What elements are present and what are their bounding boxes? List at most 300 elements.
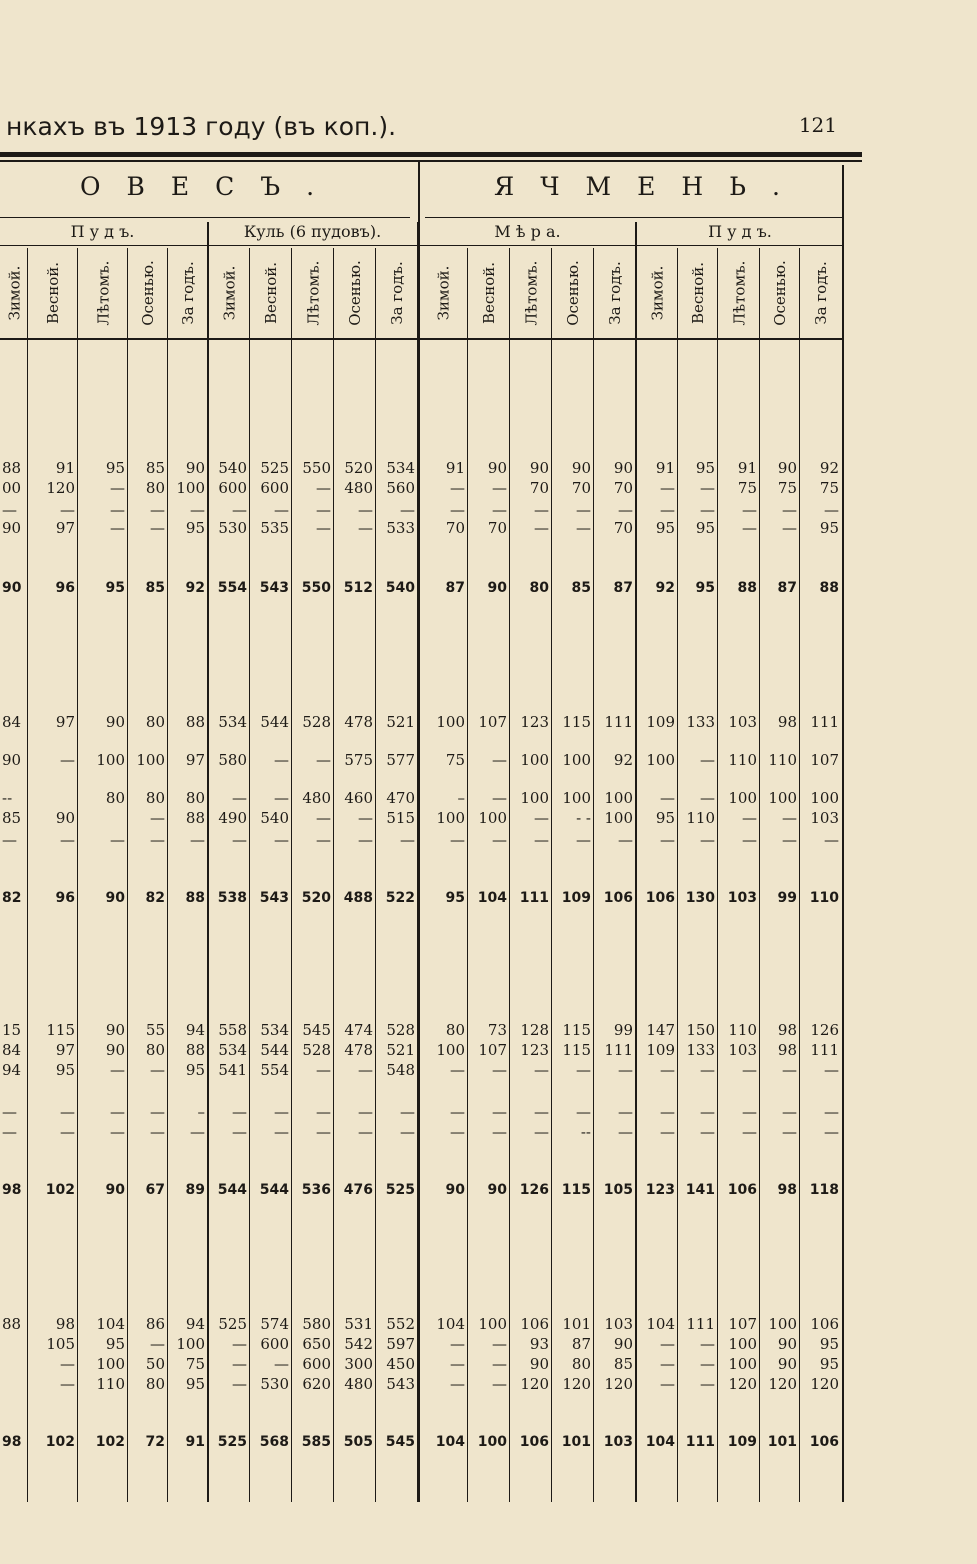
table-cell: 100	[768, 1315, 797, 1333]
table-cell: 90	[55, 809, 75, 827]
table-cell: —	[110, 831, 125, 849]
table-cell: 90	[571, 459, 591, 477]
table-cell: 558	[218, 1021, 247, 1039]
table-cell: 95	[105, 580, 125, 596]
table-cell: 107	[810, 751, 839, 769]
table-cell: —	[700, 1335, 715, 1353]
table-cell: —	[576, 1103, 591, 1121]
table-cell: —	[534, 1061, 549, 1079]
table-cell: —	[700, 501, 715, 519]
table-cell: —	[60, 1123, 75, 1141]
table-cell: —	[450, 831, 465, 849]
table-cell: 100	[520, 751, 549, 769]
table-row	[0, 1020, 845, 1040]
table-cell: —	[358, 1061, 373, 1079]
table-cell: 521	[386, 713, 415, 731]
table-cell: —	[274, 1355, 289, 1373]
table-cell: 100	[136, 751, 165, 769]
table-cell: - -	[576, 809, 591, 827]
table-cell: 528	[302, 713, 331, 731]
table-cell: 543	[386, 1375, 415, 1393]
table-cell: 80	[145, 713, 165, 731]
table-cell: 300	[344, 1355, 373, 1373]
table-cell: —	[782, 1103, 797, 1121]
table-row	[0, 500, 845, 520]
table-cell: —	[60, 831, 75, 849]
table-cell: 106	[520, 1315, 549, 1333]
table-cell: 120	[562, 1375, 591, 1393]
column-header	[292, 252, 334, 334]
table-row	[0, 808, 845, 828]
table-cell: —	[742, 1061, 757, 1079]
table-summary-row	[0, 888, 845, 908]
table-cell: —	[824, 1061, 839, 1079]
column-header	[510, 252, 552, 334]
table-cell: —	[618, 501, 633, 519]
table-cell: —	[576, 501, 591, 519]
column-header-label: За годъ.	[179, 261, 197, 325]
column-header-label: За годъ.	[388, 261, 406, 325]
table-cell: 85	[613, 1355, 633, 1373]
table-cell: 101	[561, 1434, 591, 1450]
table-cell: —	[700, 1375, 715, 1393]
table-cell: —	[618, 1061, 633, 1079]
table-cell: —	[492, 751, 507, 769]
table-cell: 130	[685, 890, 715, 906]
table-cell: —	[316, 1061, 331, 1079]
subgroup-barley-mera: М ѣ р а.	[494, 222, 561, 241]
column-header-label: Зимой.	[5, 265, 23, 321]
table-cell: 540	[218, 459, 247, 477]
table-cell: 480	[302, 789, 331, 807]
table-cell: 90	[105, 1021, 125, 1039]
table-row	[0, 1334, 845, 1354]
table-cell: 101	[767, 1434, 797, 1450]
table-cell: 100	[562, 751, 591, 769]
column-header-label: Весной.	[44, 261, 63, 325]
table-cell: —	[400, 831, 415, 849]
table-cell: 98	[777, 1041, 797, 1059]
table-row	[0, 712, 845, 732]
table-cell: 93	[529, 1335, 549, 1353]
table-cell: —	[742, 831, 757, 849]
table-cell: —	[400, 1103, 415, 1121]
table-cell: 530	[260, 1375, 289, 1393]
table-cell: 544	[260, 713, 289, 731]
table-cell: 538	[217, 890, 247, 906]
table-cell: 95	[105, 459, 125, 477]
table-cell: —	[492, 1123, 507, 1141]
table-cell: 106	[519, 1434, 549, 1450]
table-cell: --	[2, 789, 13, 807]
table-cell: 95	[185, 519, 205, 537]
table-cell: 474	[344, 1021, 373, 1039]
table-cell: —	[824, 831, 839, 849]
table-cell: --	[580, 1123, 591, 1141]
table-cell: 568	[259, 1434, 289, 1450]
table-cell: 95	[105, 1335, 125, 1353]
table-cell: 97	[55, 1041, 75, 1059]
column-header	[168, 252, 208, 334]
table-cell: —	[660, 501, 675, 519]
table-cell: 133	[686, 713, 715, 731]
table-cell: 120	[810, 1375, 839, 1393]
table-cell: —	[358, 501, 373, 519]
table-cell: 90	[613, 459, 633, 477]
table-cell: —	[700, 789, 715, 807]
column-header-label: Лѣтомъ.	[730, 260, 748, 326]
table-cell: 544	[260, 1041, 289, 1059]
table-cell: 97	[55, 713, 75, 731]
table-cell: 100	[478, 1315, 507, 1333]
table-cell: 80	[529, 580, 549, 596]
table-cell: 100	[604, 789, 633, 807]
table-cell: 90	[487, 1182, 507, 1198]
table-cell: —	[450, 1375, 465, 1393]
table-cell: 103	[604, 1315, 633, 1333]
table-cell: 80	[445, 1021, 465, 1039]
table-cell: 102	[45, 1182, 75, 1198]
table-cell: 111	[810, 1041, 839, 1059]
table-cell: 100	[436, 713, 465, 731]
table-cell: 97	[55, 519, 75, 537]
table-cell: 147	[646, 1021, 675, 1039]
table-cell: 128	[520, 1021, 549, 1039]
table-cell: 480	[344, 1375, 373, 1393]
table-cell: —	[232, 789, 247, 807]
table-cell: 542	[344, 1335, 373, 1353]
table-cell: 104	[435, 1434, 465, 1450]
table-cell: 545	[302, 1021, 331, 1039]
table-cell: —	[316, 1103, 331, 1121]
column-header-label: Весной.	[262, 261, 281, 325]
subgroup-oats-pud: П у д ъ.	[70, 222, 135, 241]
table-cell: 102	[45, 1434, 75, 1450]
table-cell: 512	[343, 580, 373, 596]
table-cell: 575	[344, 751, 373, 769]
table-cell: 80	[145, 479, 165, 497]
table-cell: —	[232, 1375, 247, 1393]
table-cell: 488	[343, 890, 373, 906]
table-cell: —	[742, 519, 757, 537]
table-cell: —	[274, 789, 289, 807]
table-cell: —	[358, 831, 373, 849]
table-cell: 90	[777, 1355, 797, 1373]
table-cell: 470	[386, 789, 415, 807]
column-header-label: Лѣтомъ.	[522, 260, 540, 326]
table-cell: —	[660, 789, 675, 807]
table-cell: 15	[2, 1021, 22, 1039]
table-cell: 95	[445, 890, 465, 906]
table-cell: —	[190, 1123, 205, 1141]
table-cell: 96	[55, 890, 75, 906]
table-cell: –	[457, 789, 465, 807]
table-cell: 548	[386, 1061, 415, 1079]
table-cell: 98	[2, 1182, 22, 1198]
column-header	[678, 252, 718, 334]
table-cell: —	[660, 831, 675, 849]
table-cell: —	[60, 1355, 75, 1373]
table-cell: 126	[519, 1182, 549, 1198]
table-cell: 90	[2, 519, 22, 537]
table-cell: 543	[259, 580, 289, 596]
column-header	[0, 252, 28, 334]
table-cell: —	[450, 479, 465, 497]
table-cell: 90	[529, 1355, 549, 1373]
table-cell: 70	[571, 479, 591, 497]
table-cell: 104	[645, 1434, 675, 1450]
table-cell: 525	[385, 1182, 415, 1198]
table-cell: 478	[344, 713, 373, 731]
column-header	[28, 252, 78, 334]
table-cell: 534	[386, 459, 415, 477]
table-cell: 91	[655, 459, 675, 477]
table-cell: 88	[185, 809, 205, 827]
column-header	[468, 252, 510, 334]
table-cell: 103	[728, 1041, 757, 1059]
table-cell: 103	[728, 713, 757, 731]
table-cell: 105	[603, 1182, 633, 1198]
table-cell: 100	[604, 809, 633, 827]
table-cell: —	[782, 1061, 797, 1079]
table-cell: 100	[728, 1355, 757, 1373]
table-row	[0, 1102, 845, 1122]
table-cell: 620	[302, 1375, 331, 1393]
table-cell: 554	[217, 580, 247, 596]
table-cell: —	[618, 1103, 633, 1121]
table-cell: —	[660, 1123, 675, 1141]
column-separator	[417, 222, 419, 1502]
column-separator	[635, 222, 637, 1502]
table-cell: 87	[571, 1335, 591, 1353]
table-cell: 100	[562, 789, 591, 807]
table-cell: 543	[259, 890, 289, 906]
table-cell: 75	[777, 479, 797, 497]
table-cell: 104	[96, 1315, 125, 1333]
table-cell: 95	[819, 519, 839, 537]
table-cell: 107	[478, 713, 507, 731]
table-cell: 115	[561, 1182, 591, 1198]
table-cell: 85	[145, 580, 165, 596]
table-cell: —	[742, 501, 757, 519]
table-cell: 95	[695, 580, 715, 596]
table-row	[0, 750, 845, 770]
table-cell: —	[660, 1061, 675, 1079]
table-cell: —	[150, 519, 165, 537]
page-header: нкахъ въ 1913 году (въ коп.).	[6, 112, 397, 141]
table-row	[0, 1314, 845, 1334]
table-cell: 544	[217, 1182, 247, 1198]
column-header-label: За годъ.	[812, 261, 830, 325]
table-cell: 87	[445, 580, 465, 596]
table-cell: 73	[487, 1021, 507, 1039]
table-cell: 92	[613, 751, 633, 769]
table-cell: 88	[819, 580, 839, 596]
table-cell: 111	[604, 1041, 633, 1059]
column-header-label: Осенью.	[564, 260, 583, 326]
table-cell: —	[700, 1061, 715, 1079]
table-cell: 115	[46, 1021, 75, 1039]
table-cell: 75	[819, 479, 839, 497]
table-cell: 95	[655, 809, 675, 827]
table-cell: 597	[386, 1335, 415, 1353]
table-cell: 100	[810, 789, 839, 807]
table-cell: 103	[727, 890, 757, 906]
table-cell: 91	[185, 1434, 205, 1450]
table-cell: 95	[655, 519, 675, 537]
table-cell: 534	[218, 713, 247, 731]
table-cell: 88	[2, 459, 22, 477]
table-cell: 90	[105, 1182, 125, 1198]
table-cell: 100	[176, 479, 205, 497]
table-cell: 120	[728, 1375, 757, 1393]
table-cell: —	[534, 1123, 549, 1141]
column-header	[760, 252, 800, 334]
table-cell: —	[534, 501, 549, 519]
table-cell: 100	[728, 789, 757, 807]
table-cell: —	[2, 501, 17, 519]
table-cell: 55	[145, 1021, 165, 1039]
table-cell: 521	[386, 1041, 415, 1059]
table-cell: 106	[809, 1434, 839, 1450]
table-cell: —	[60, 1375, 75, 1393]
table-row	[0, 1354, 845, 1374]
table-cell: —	[150, 1335, 165, 1353]
table-cell: 106	[727, 1182, 757, 1198]
table-cell: 100	[436, 809, 465, 827]
table-cell: —	[60, 1103, 75, 1121]
column-header-label: За годъ.	[606, 261, 624, 325]
table-cell: —	[700, 831, 715, 849]
table-cell: —	[782, 519, 797, 537]
table-cell: 95	[185, 1061, 205, 1079]
table-cell: 75	[737, 479, 757, 497]
table-cell: 94	[185, 1315, 205, 1333]
column-header	[800, 252, 842, 334]
table-cell: 109	[646, 713, 675, 731]
table-row	[0, 1040, 845, 1060]
table-cell: 90	[487, 459, 507, 477]
table-cell: 600	[302, 1355, 331, 1373]
table-cell: 70	[445, 519, 465, 537]
table-cell: 92	[655, 580, 675, 596]
table-cell: 99	[777, 890, 797, 906]
column-header	[334, 252, 376, 334]
table-cell: 104	[436, 1315, 465, 1333]
table-cell: 89	[185, 1182, 205, 1198]
table-cell: —	[2, 1123, 17, 1141]
table-cell: 574	[260, 1315, 289, 1333]
table-cell: —	[232, 831, 247, 849]
column-header	[128, 252, 168, 334]
table-cell: 110	[686, 809, 715, 827]
table-cell: —	[110, 501, 125, 519]
table-row	[0, 788, 845, 808]
table-cell: 95	[55, 1061, 75, 1079]
table-cell: —	[534, 519, 549, 537]
column-header	[418, 252, 468, 334]
table-cell: 82	[2, 890, 22, 906]
table-cell: 580	[218, 751, 247, 769]
table-cell: 75	[445, 751, 465, 769]
table-cell: —	[700, 1355, 715, 1373]
table-cell: 120	[768, 1375, 797, 1393]
table-cell: —	[110, 1123, 125, 1141]
table-cell: —	[232, 501, 247, 519]
table-cell: 120	[520, 1375, 549, 1393]
table-cell: 87	[777, 580, 797, 596]
table-cell: 531	[344, 1315, 373, 1333]
table-cell: —	[700, 1103, 715, 1121]
column-header-label: Лѣтомъ.	[94, 260, 112, 326]
table-cell: 534	[218, 1041, 247, 1059]
table-cell: 87	[613, 580, 633, 596]
table-cell: —	[576, 1061, 591, 1079]
table-row	[0, 458, 845, 478]
table-cell: —	[492, 1103, 507, 1121]
table-cell: 101	[562, 1315, 591, 1333]
table-cell: 94	[185, 1021, 205, 1039]
table-cell: 528	[386, 1021, 415, 1039]
table-cell: —	[60, 501, 75, 519]
table-cell: —	[190, 501, 205, 519]
table-cell: —	[450, 1061, 465, 1079]
column-header	[208, 252, 250, 334]
table-cell: —	[700, 1123, 715, 1141]
table-cell: 111	[686, 1315, 715, 1333]
subgroup-underline	[0, 245, 843, 246]
table-row	[0, 1060, 845, 1080]
table-cell: 88	[737, 580, 757, 596]
table-cell: —	[450, 1103, 465, 1121]
table-cell: 90	[529, 459, 549, 477]
table-cell: —	[232, 1123, 247, 1141]
table-cell: 515	[386, 809, 415, 827]
table-cell: 100	[646, 751, 675, 769]
column-header-label: Лѣтомъ.	[304, 260, 322, 326]
table-cell: 544	[259, 1182, 289, 1198]
table-cell: —	[492, 1061, 507, 1079]
table-cell: —	[700, 751, 715, 769]
table-cell: 600	[260, 1335, 289, 1353]
group-barley: ЯЧМЕНЬ.	[494, 172, 806, 201]
table-cell: —	[618, 831, 633, 849]
table-cell: 100	[477, 1434, 507, 1450]
table-cell: 97	[185, 751, 205, 769]
table-row	[0, 518, 845, 538]
table-cell: —	[824, 1123, 839, 1141]
table-cell: 91	[55, 459, 75, 477]
column-header	[376, 252, 418, 334]
table-cell: 88	[185, 713, 205, 731]
table-cell: 111	[810, 713, 839, 731]
table-row	[0, 1122, 845, 1142]
table-cell: 99	[613, 1021, 633, 1039]
table-cell: —	[358, 1123, 373, 1141]
table-cell: 560	[386, 479, 415, 497]
table-cell: 105	[46, 1335, 75, 1353]
table-cell: 525	[218, 1315, 247, 1333]
table-cell: 102	[95, 1434, 125, 1450]
table-row	[0, 830, 845, 850]
column-header-label: Весной.	[480, 261, 499, 325]
table-cell: 100	[478, 809, 507, 827]
table-cell: 98	[55, 1315, 75, 1333]
table-cell: —	[450, 1335, 465, 1353]
table-cell: 520	[344, 459, 373, 477]
table-cell: —	[534, 1103, 549, 1121]
table-row	[0, 478, 845, 498]
